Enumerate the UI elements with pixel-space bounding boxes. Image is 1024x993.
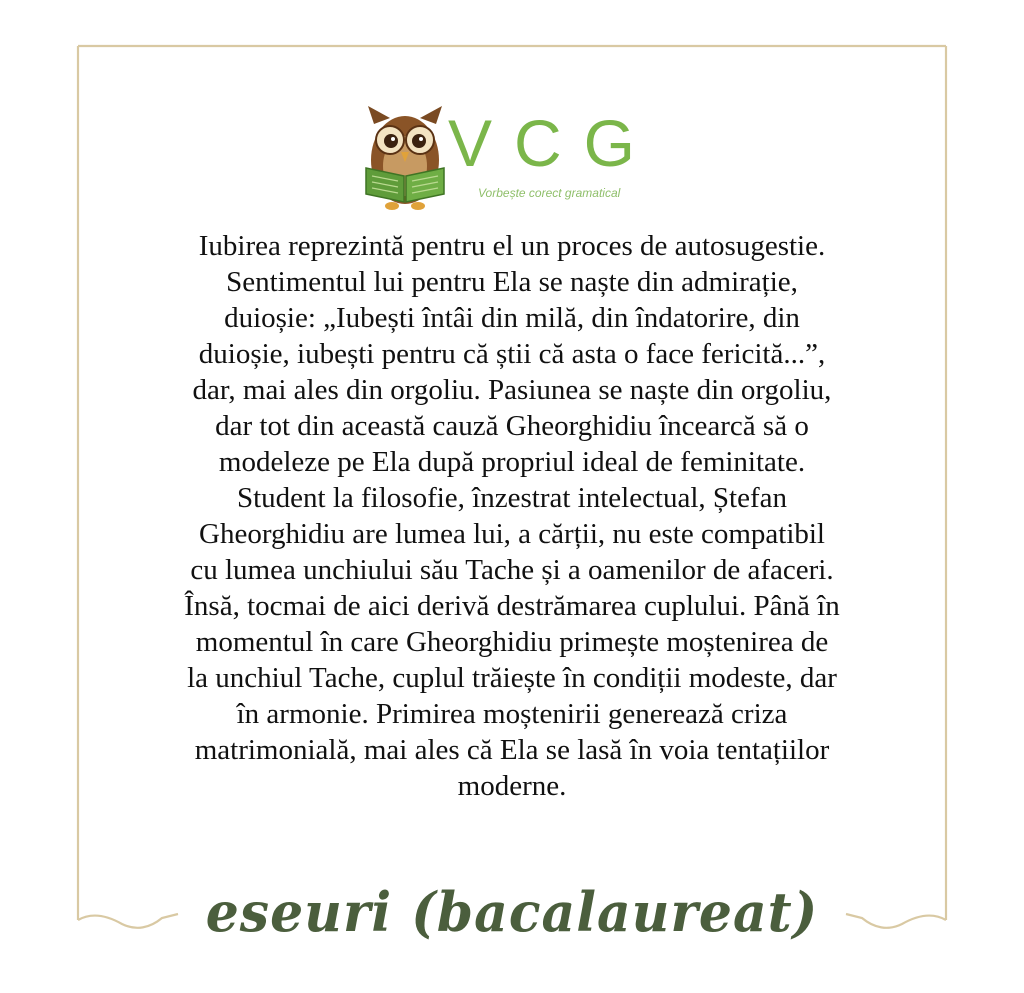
essay-line: Însă, tocmai de aici derivă destrămarea cuplului. Până în bbox=[184, 590, 840, 622]
essay-line: duioșie, iubești pentru că știi că asta o face fericită...”, bbox=[198, 338, 826, 370]
essay-line: Student la filosofie, înzestrat intelectual, Ștefan bbox=[236, 482, 788, 514]
owl-reading-book-icon bbox=[360, 102, 450, 212]
essay-line: în armonie. Primirea moștenirii generează criza bbox=[236, 698, 788, 730]
essay-line: la unchiul Tache, cuplul trăiește în condiții modeste, dar bbox=[187, 662, 837, 694]
essay-paragraph bbox=[70, 228, 954, 804]
essay-line: cu lumea unchiului său Tache și a oamenilor de afaceri. bbox=[190, 554, 834, 586]
logo-tagline: Vorbește corect gramatical bbox=[478, 186, 621, 200]
essay-line: Sentimentul lui pentru Ela se naște din admirație, bbox=[226, 266, 798, 298]
logo-letters: VCG bbox=[448, 106, 658, 180]
essay-line: moderne. bbox=[457, 770, 567, 802]
essay-line: Iubirea reprezintă pentru el un proces de autosugestie. bbox=[198, 230, 826, 262]
essay-line: dar tot din această cauză Gheorghidiu încearcă să o bbox=[215, 410, 809, 442]
essay-line: Gheorghidiu are lumea lui, a cărții, nu este compatibil bbox=[199, 518, 825, 550]
footer-title: eseuri (bacalaureat) bbox=[205, 880, 819, 945]
vcg-logo bbox=[360, 102, 660, 212]
essay-line: matrimonială, mai ales că Ela se lasă în voia tentațiilor bbox=[194, 734, 830, 766]
essay-line: momentul în care Gheorghidiu primește moștenirea de bbox=[195, 626, 829, 658]
essay-line: modeleze pe Ela după propriul ideal de feminitate. bbox=[218, 446, 806, 478]
essay-line: dar, mai ales din orgoliu. Pasiunea se naște din orgoliu, bbox=[192, 374, 832, 406]
essay-line: duioșie: „Iubești întâi din milă, din îndatorire, din bbox=[224, 302, 800, 334]
